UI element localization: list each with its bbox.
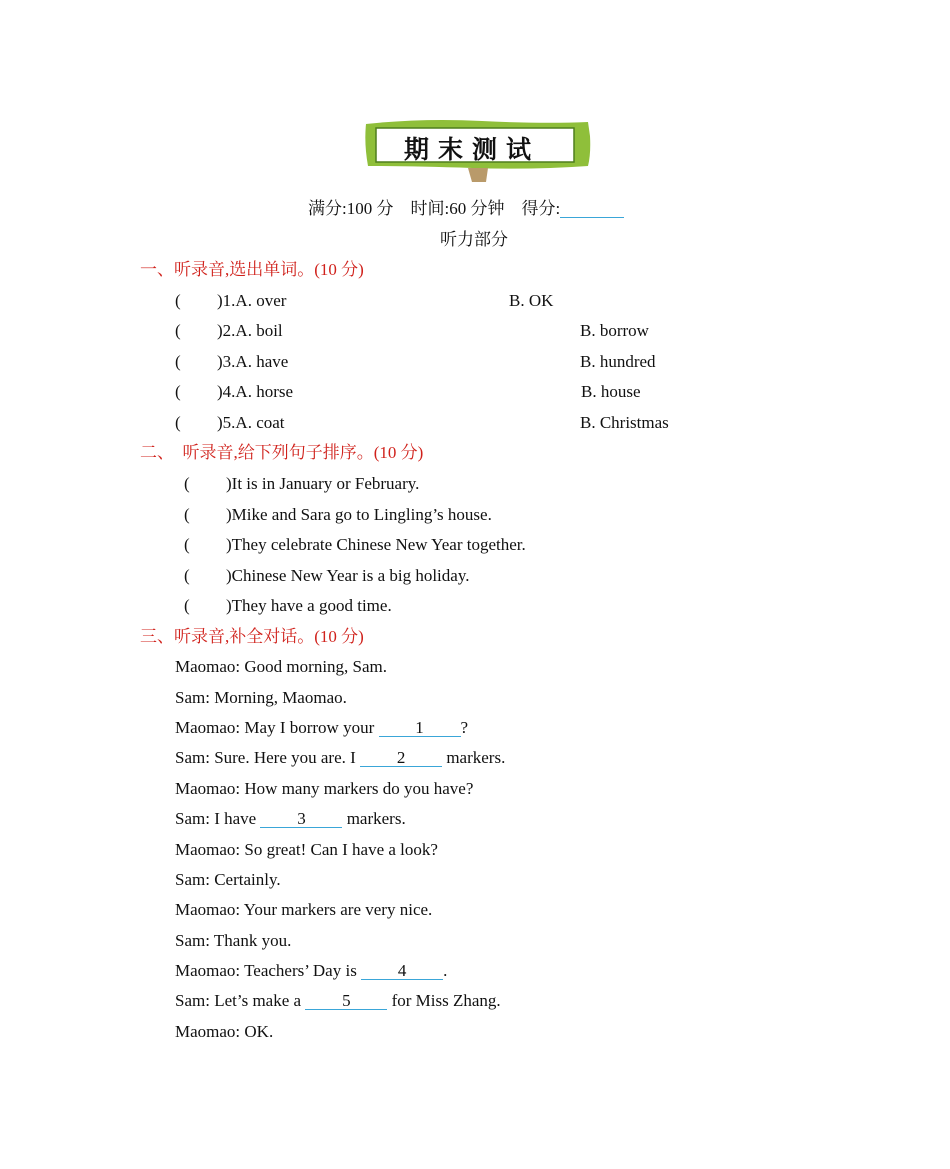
answer-paren[interactable]: ( <box>184 566 190 585</box>
title-banner <box>362 114 592 184</box>
section-3-heading: 三、听录音,补全对话。(10 分) <box>140 627 364 646</box>
dialogue-line: Maomao: Good morning, Sam. <box>175 657 388 676</box>
list-item <box>175 352 288 372</box>
option-b: B. hundred <box>580 352 656 371</box>
answer-paren[interactable]: ( <box>184 535 190 554</box>
dialogue-text: markers. <box>446 748 506 767</box>
dialogue-text: . <box>443 961 448 980</box>
dialogue-text: markers. <box>346 809 406 828</box>
dialogue-text: for Miss Zhang. <box>391 991 501 1010</box>
answer-paren[interactable]: ( <box>184 596 190 615</box>
dialogue-line <box>175 718 468 738</box>
dialogue-line <box>175 991 501 1011</box>
list-item <box>184 505 492 525</box>
score-info-text: 满分:100 分 时间:60 分钟 得分: <box>308 199 561 218</box>
dialogue-line: Maomao: So great! Can I have a look? <box>175 840 438 859</box>
score-blank[interactable] <box>560 200 624 218</box>
option-a: )3.A. have <box>217 352 289 371</box>
dialogue-line <box>175 961 447 981</box>
dialogue-line <box>175 748 505 768</box>
answer-paren[interactable]: ( <box>175 291 181 310</box>
listening-subtitle: 听力部分 <box>440 230 508 249</box>
answer-blank-1[interactable]: 1 <box>379 719 461 737</box>
option-a: )5.A. coat <box>217 413 285 432</box>
option-a: )4.A. horse <box>217 382 294 401</box>
dialogue-text: Maomao: May I borrow your <box>175 718 375 737</box>
sentence-text: )Mike and Sara go to Lingling’s house. <box>226 505 492 524</box>
dialogue-text: Sam: Sure. Here you are. I <box>175 748 356 767</box>
list-item <box>175 291 286 311</box>
answer-paren[interactable]: ( <box>175 413 181 432</box>
list-item <box>184 474 419 494</box>
dialogue-line: Maomao: OK. <box>175 1022 274 1041</box>
dialogue-line: Sam: Certainly. <box>175 870 281 889</box>
option-b: B. Christmas <box>580 413 669 432</box>
answer-blank-5[interactable]: 5 <box>305 992 387 1010</box>
dialogue-line: Maomao: Your markers are very nice. <box>175 900 433 919</box>
section-2-heading: 二、 听录音,给下列句子排序。(10 分) <box>140 443 424 462</box>
sentence-text: )They celebrate Chinese New Year together. <box>226 535 526 554</box>
dialogue-line: Maomao: How many markers do you have? <box>175 779 474 798</box>
option-b: B. house <box>581 382 641 401</box>
sentence-text: )Chinese New Year is a big holiday. <box>226 566 470 585</box>
answer-paren[interactable]: ( <box>175 382 181 401</box>
list-item <box>184 596 392 616</box>
dialogue-text: Sam: I have <box>175 809 257 828</box>
answer-paren[interactable]: ( <box>175 321 181 340</box>
dialogue-line <box>175 809 406 829</box>
list-item <box>175 382 293 402</box>
option-a: )2.A. boil <box>217 321 283 340</box>
list-item <box>184 566 469 586</box>
dialogue-line: Sam: Morning, Maomao. <box>175 688 347 707</box>
answer-blank-3[interactable]: 3 <box>260 810 342 828</box>
dialogue-text: Maomao: Teachers’ Day is <box>175 961 357 980</box>
answer-paren[interactable]: ( <box>175 352 181 371</box>
dialogue-text: Sam: Let’s make a <box>175 991 302 1010</box>
list-item <box>175 321 283 341</box>
answer-blank-2[interactable]: 2 <box>360 749 442 767</box>
dialogue-text: ? <box>460 718 469 737</box>
option-a: )1.A. over <box>217 291 287 310</box>
score-info <box>308 199 624 219</box>
dialogue-line: Sam: Thank you. <box>175 931 292 950</box>
list-item <box>184 535 526 555</box>
answer-paren[interactable]: ( <box>184 474 190 493</box>
answer-blank-4[interactable]: 4 <box>361 962 443 980</box>
option-b: B. borrow <box>580 321 649 340</box>
sentence-text: )They have a good time. <box>226 596 392 615</box>
page-title: 期末测试 <box>403 135 540 164</box>
sentence-text: )It is in January or February. <box>226 474 420 493</box>
answer-paren[interactable]: ( <box>184 505 190 524</box>
section-1-heading: 一、听录音,选出单词。(10 分) <box>140 260 364 279</box>
option-b: B. OK <box>509 291 554 310</box>
list-item <box>175 413 285 433</box>
